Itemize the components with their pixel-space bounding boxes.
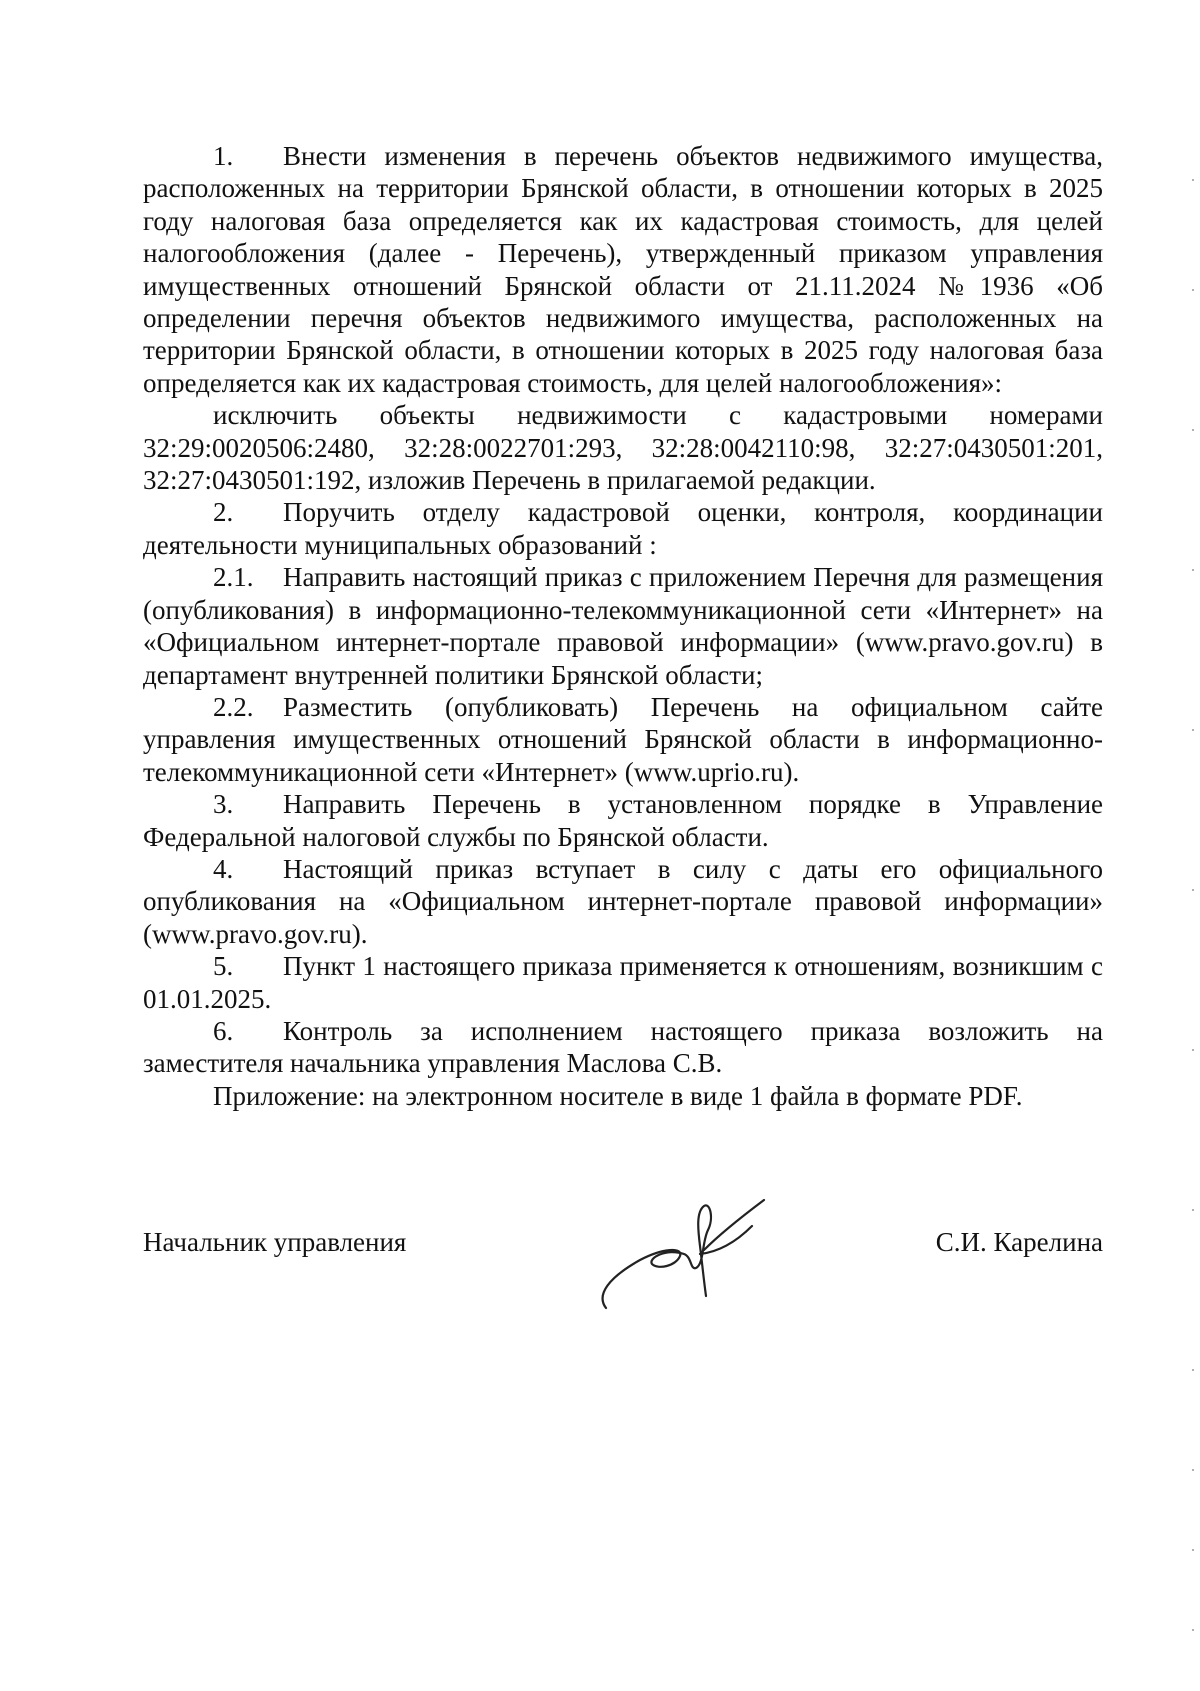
paragraph-text: Разместить (опубликовать) Перечень на официальном сайте управления имущественных отношений Брянской области в информационно-телекоммуникационной сети «Интернет» (www.uprio.ru). — [143, 691, 1103, 787]
paragraph-number: 4. — [213, 853, 234, 884]
handwritten-signature — [588, 1190, 778, 1315]
paragraph-number: 2.2. — [213, 691, 254, 722]
paragraph-number: 3. — [213, 789, 234, 820]
paragraph-number: 5. — [213, 951, 234, 982]
paragraph-number: 2. — [213, 497, 234, 528]
paragraph-exclusion — [143, 399, 1103, 496]
paragraph-text: Настоящий приказ вступает в силу с даты его официального опубликования на «Официальном интернет-портале правовой информации» (www.pravo.gov.ru). — [143, 853, 1103, 949]
paragraph-number: 6. — [213, 1015, 234, 1046]
paragraph-number: 2.1. — [213, 562, 254, 593]
paragraph-text: Пункт 1 настоящего приказа применяется к отношениям, возникшим с 01.01.2025. — [143, 951, 1103, 1014]
paragraph-text: Внести изменения в перечень объектов недвижимого имущества, расположенных на территории Брянской области, в отношении которых в 2025 году налоговая база определяется как их кадастровая стоимость, для целей налогообложения (далее - Перечень), утвержденный приказом управления имущественных отношений Брянской области от 21.11.2024 №1936 «Об определении перечня объектов недвижимого имущества, расположенных на территории Брянской области, в отношении которых в 2025 году налоговая база определяется как их кадастровая стоимость, для целей налогообложения»: — [143, 141, 1103, 398]
paragraph-1 — [143, 140, 1103, 399]
paragraph-5 — [143, 950, 1103, 1015]
paragraph-text: исключить объекты недвижимости с кадастровыми номерами 32:29:0020506:2480, 32:28:0022701:293, 32:28:0042110:98, 32:27:0430501:201, 32:27:0430501:192, изложив Перечень в прилагаемой редакции. — [143, 400, 1103, 496]
paragraph-4 — [143, 853, 1103, 950]
paragraph-2-2 — [143, 691, 1103, 788]
paragraph-6 — [143, 1015, 1103, 1080]
signatory-name: С.И. Карелина — [935, 1227, 1103, 1257]
paragraph-2 — [143, 496, 1103, 561]
scan-edge-dots — [1190, 170, 1196, 1650]
signatory-title: Начальник управления — [143, 1227, 407, 1257]
document-body — [143, 140, 1103, 1112]
paragraph-text: Направить настоящий приказ с приложением Перечня для размещения (опубликования) в информационно-телекоммуникационной сети «Интернет» на «Официальном интернет-портале правовой информации» (www.pravo.gov.ru) в департамент внутренней политики Брянской области; — [143, 562, 1103, 690]
paragraph-3 — [143, 788, 1103, 853]
paragraph-2-1 — [143, 561, 1103, 691]
paragraph-text: Контроль за исполнением настоящего приказа возложить на заместителя начальника управления Маслова С.В. — [143, 1015, 1103, 1079]
paragraph-text: Поручить отделу кадастровой оценки, контроля, координации деятельности муниципальных образований : — [143, 497, 1103, 560]
signature-block — [143, 1215, 1103, 1335]
paragraph-text: Направить Перечень в установленном порядке в Управление Федеральной налоговой службы по Брянской области. — [143, 789, 1103, 852]
paragraph-text: Приложение: на электронном носителе в виде 1 файла в формате PDF. — [213, 1080, 1023, 1111]
paragraph-number: 1. — [213, 141, 234, 171]
attachment-note — [143, 1080, 1103, 1112]
